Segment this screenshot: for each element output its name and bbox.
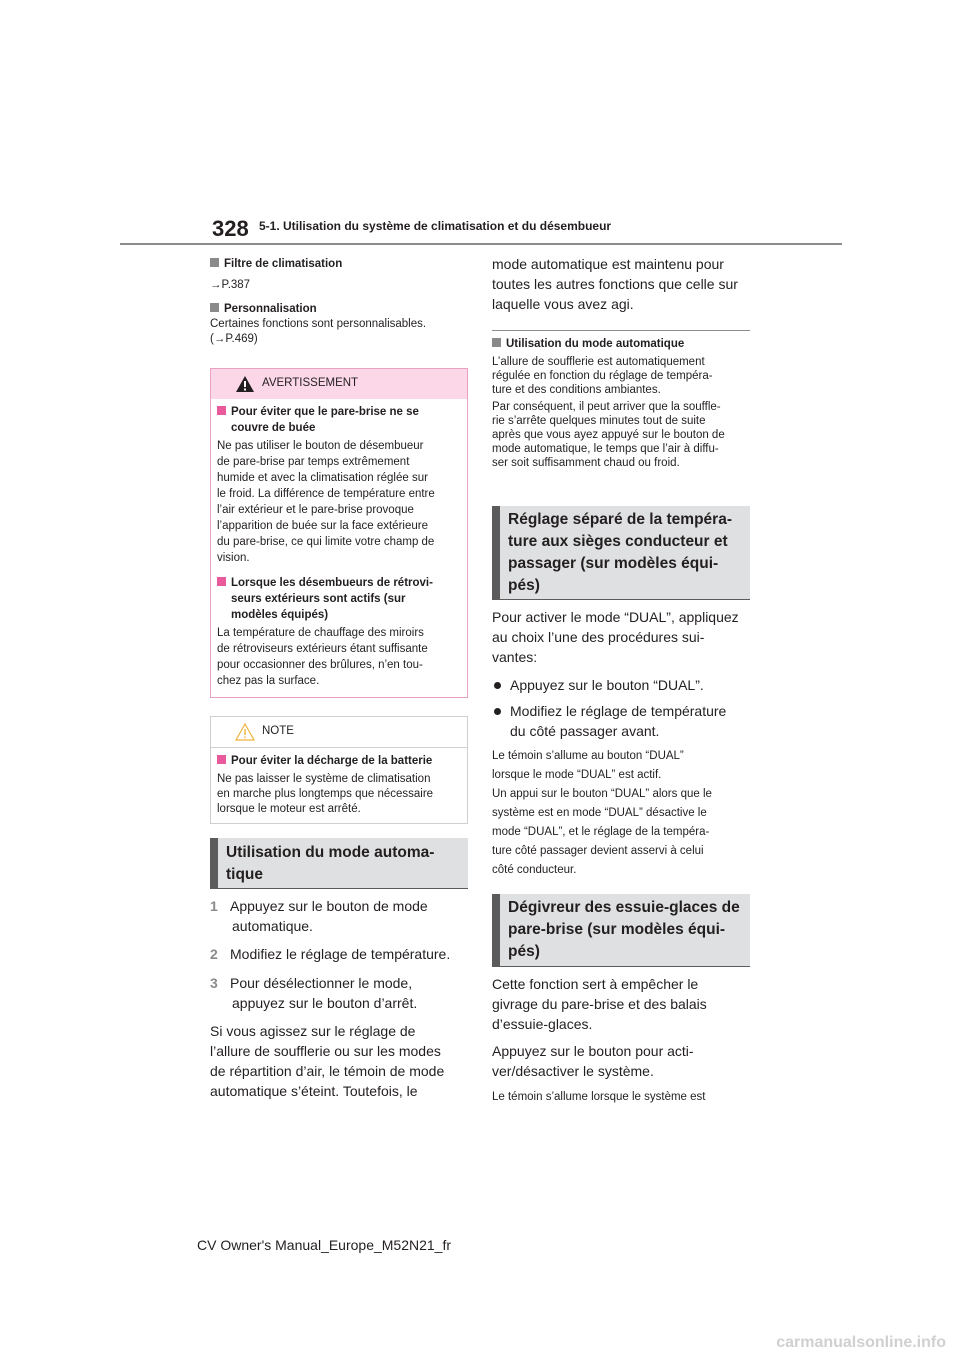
- note-header: [211, 717, 467, 748]
- page-number: 328: [212, 216, 249, 241]
- warning-item2-text: La température de chauffage des miroirs de rétroviseurs extérieurs étant suffisante pour occasionner des brûlures, n’en tou- chez pas la surface.: [217, 627, 428, 687]
- dual-small-text: Le témoin s’allume au bouton “DUAL” lorsque le mode “DUAL” est actif. Un appui sur le bouton “DUAL” alors que le système est en mode “DUAL” désactive le mode “DUAL”, et le réglage de la tempéra- ture côté passager devient asservi à celui côté conducteur.: [492, 750, 712, 876]
- watermark[interactable]: carmanualsonline.info: [776, 1334, 946, 1351]
- filtre-block: [210, 256, 468, 347]
- continued-paragraph: mode automatique est maintenu pour toutes les autres fonctions que celle sur laquelle vous avez agi.: [492, 256, 738, 312]
- filtre-ref[interactable]: →P.387: [210, 279, 251, 291]
- bullet-item: Modifiez le réglage de température du côté passager avant.: [492, 701, 750, 741]
- auto-paragraph: Si vous agissez sur le réglage de l’allure de soufflerie ou sur les modes de répartition d’air, le témoin de mode automatique s’éteint. Toutefois, le: [210, 1023, 445, 1099]
- divider: [492, 330, 750, 331]
- deicer-block: Cette fonction sert à empêcher le givrage du pare-brise et des balais d’essuie-glaces. Appuyez sur le bouton pour acti- ver/désactiver le système. Le témoin s’allume lorsque le système est: [492, 976, 707, 1103]
- step-3: 3 Pour désélectionner le mode, appuyez sur le bouton d’arrêt.: [210, 975, 418, 1011]
- warning-item2-title: Lorsque les désembueurs de rétrovi- seurs extérieurs sont actifs (sur modèles équipés): [217, 575, 461, 623]
- perso-text-2[interactable]: (→P.469): [210, 333, 258, 345]
- note-heading: NOTE: [262, 725, 294, 737]
- warning-item1-title: Pour éviter que le pare-brise ne se couvre de buée: [217, 404, 461, 436]
- perso-text-1: Certaines fonctions sont personnalisables.: [210, 318, 427, 330]
- square-bullet-icon: [210, 303, 219, 312]
- footer-text: CV Owner's Manual_Europe_M52N21_fr: [197, 1237, 452, 1253]
- warning-box: [210, 368, 468, 698]
- section-rule: [492, 599, 750, 600]
- filtre-title: Filtre de climatisation: [210, 256, 468, 272]
- warning-header: [211, 369, 467, 399]
- note-text: Ne pas laisser le système de climatisation en marche plus longtemps que nécessaire lorsque le moteur est arrêté.: [217, 773, 434, 815]
- section-wiper-deicer: Dégivreur des essuie-glaces de pare-brise (sur modèles équi- pés): [492, 894, 750, 966]
- warning-triangle-icon: [235, 375, 255, 393]
- chapter-title: 5-1. Utilisation du système de climatisation et du désembueur: [259, 219, 612, 233]
- auto-note-block: [492, 336, 750, 470]
- note-triangle-icon: [235, 723, 255, 741]
- steps-list: [210, 896, 468, 1101]
- square-bullet-icon: [217, 755, 226, 764]
- section-auto-mode: Utilisation du mode automa- tique: [210, 838, 468, 888]
- section-rule: [492, 966, 750, 967]
- note-title: Pour éviter la décharge de la batterie: [217, 753, 461, 769]
- step-1: 1 Appuyez sur le bouton de mode automatique.: [210, 898, 428, 934]
- warning-item1-text: Ne pas utiliser le bouton de désembueur de pare-brise par temps extrêmement humide et avec la climatisation réglée sur le froid. La différence de température entre l’air extérieur et le pare-brise provoque l’apparition de buée sur la face extérieure du pare-brise, ce qui limite votre champ de vision.: [217, 440, 435, 564]
- square-bullet-icon: [217, 577, 226, 586]
- note-box: [210, 716, 468, 824]
- header-rule: [120, 243, 842, 245]
- auto-note-title: Utilisation du mode automatique: [492, 336, 750, 352]
- square-bullet-icon: [217, 406, 226, 415]
- dual-block: Pour activer le mode “DUAL”, appliquez au choix l’une des procédures sui- vantes: Appuyez sur le bouton “DUAL”. Modifiez le réglage de température du côté passager avant. Le témoin s’allume au bouton “DUAL” lorsque le mode “DUAL” est actif. Un appui sur le bouton “DUAL” alors que le système est en mode “DUAL” désactive le mode “DUAL”, et le réglage de la tempéra- ture côté passager devient asservi à celui côté conducteur.: [492, 607, 750, 880]
- square-bullet-icon: [492, 338, 501, 347]
- bullet-item: Appuyez sur le bouton “DUAL”.: [492, 675, 750, 695]
- step-2: 2 Modifiez le réglage de température.: [210, 946, 451, 962]
- section-dual-temp: Réglage séparé de la tempéra- ture aux sièges conducteur et passager (sur modèles équi- pés): [492, 506, 750, 599]
- square-bullet-icon: [210, 258, 219, 267]
- auto-note-text: L’allure de soufflerie est automatiquement régulée en fonction du réglage de tempéra- ture et des conditions ambiantes. Par conséquent, il peut arriver que la souffle- rie s’arrête quelques minutes tout de suite après que vous ayez appuyé sur le bouton de mode automatique, le temps que l’air à diffu- ser soit suffisamment chaud ou froid.: [492, 356, 725, 469]
- warning-heading: AVERTISSEMENT: [262, 377, 359, 389]
- perso-title: Personnalisation: [210, 301, 468, 317]
- section-rule: [210, 888, 468, 889]
